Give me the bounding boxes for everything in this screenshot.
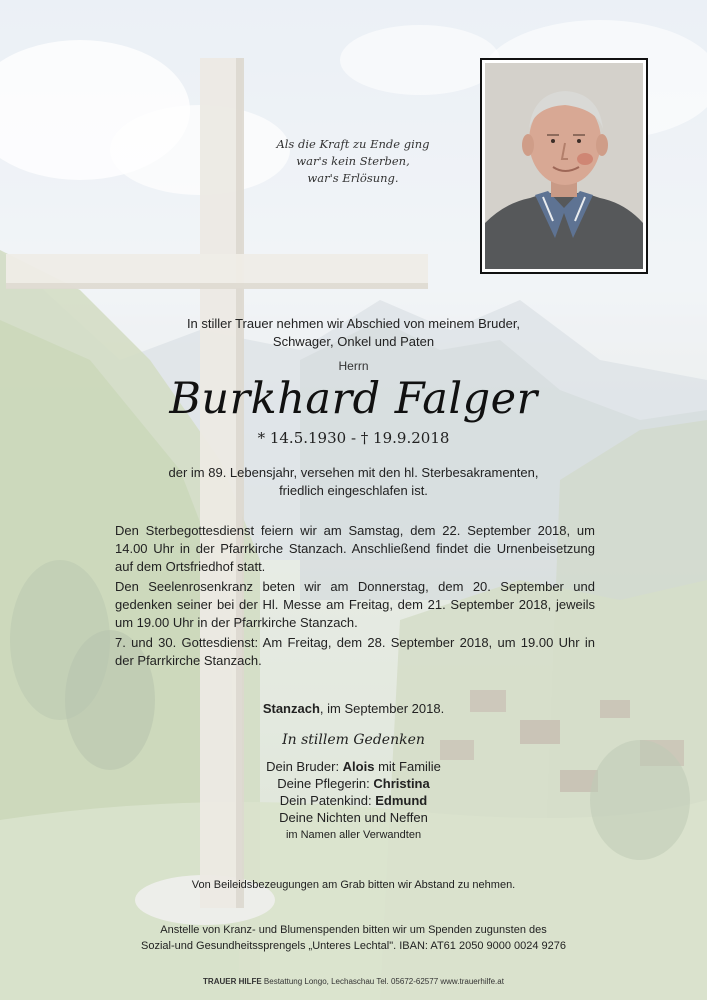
place-date [0, 700, 707, 718]
quote-line: Als die Kraft zu Ende ging [276, 137, 430, 151]
service-paragraph: 7. und 30. Gottesdienst: Am Freitag, dem 28. September 2018, um 19.00 Uhr in der Pfarrkirche Stanzach. [115, 635, 595, 668]
mourner-name: Edmund [375, 793, 428, 808]
mourner-relation: Deine Pflegerin: [277, 776, 374, 791]
mourner-line [0, 809, 707, 827]
mourner-relation: Dein Patenkind: [279, 793, 376, 808]
donation-line-1: Anstelle von Kranz- und Blumenspenden bitten wir um Spenden zugunsten des [160, 924, 547, 936]
mourner-suffix: mit Familie [374, 759, 441, 774]
portrait-photo [480, 58, 648, 274]
deceased-name: Burkhard Falger [169, 374, 538, 424]
life-dates: * 14.5.1930 - † 19.9.2018 [257, 429, 450, 447]
memorial-quote [268, 136, 438, 187]
quote-line: war's Erlösung. [307, 171, 399, 185]
quote-line: war's kein Sterben, [296, 154, 410, 168]
place-date-rest: , im September 2018. [319, 701, 445, 716]
intro-line-1: In stiller Trauer nehmen wir Abschied von meinem Bruder, [186, 316, 521, 331]
mourner-relation: Dein Bruder: [266, 759, 343, 774]
passing-line-1: der im 89. Lebensjahr, versehen mit den hl. Sterbesakramenten, [168, 465, 539, 480]
portrait-image [485, 63, 643, 269]
passing-line-2: friedlich eingeschlafen ist. [279, 483, 428, 498]
mourner-line [0, 758, 707, 776]
service-info-3 [115, 634, 595, 670]
intro-line-2: Schwager, Onkel und Paten [272, 334, 435, 349]
credit-brand: TRAUER HILFE [203, 977, 262, 986]
mourner-line [0, 775, 707, 793]
relatives-note: im Namen aller Verwandten [285, 829, 422, 841]
gedenken-heading: In stillem Gedenken [282, 732, 425, 748]
place-name: Stanzach [262, 701, 320, 716]
mourner-line [0, 792, 707, 810]
service-info-2 [115, 578, 595, 632]
funeral-home-credit [0, 977, 707, 986]
mourner-relation: Deine Nichten und Neffen [279, 810, 428, 825]
salutation: Herrn [338, 359, 369, 373]
service-info-1 [115, 522, 595, 576]
credit-text: Bestattung Longo, Lechaschau Tel. 05672-62577 www.trauerhilfe.at [261, 977, 504, 986]
service-paragraph: Den Seelenrosenkranz beten wir am Donnerstag, dem 20. September und gedenken seiner bei der Hl. Messe am Freitag, dem 21. September 2018, jeweils um 19.00 Uhr in der Pfarrkirche Stanzach. [115, 579, 595, 630]
mourner-name: Alois [342, 759, 375, 774]
mourner-name: Christina [373, 776, 430, 791]
donation-line-2: Sozial-und Gesundheitssprengels „Unteres Lechtal". IBAN: AT61 2050 9000 0024 9276 [140, 940, 567, 952]
condolence-note: Von Beileidsbezeugungen am Grab bitten wir Abstand zu nehmen. [191, 879, 516, 891]
service-paragraph: Den Sterbegottesdienst feiern wir am Samstag, dem 22. September 2018, um 14.00 Uhr in der Pfarrkirche Stanzach. Anschließend findet die Urnenbeisetzung auf dem Ortsfriedhof statt. [115, 523, 595, 574]
